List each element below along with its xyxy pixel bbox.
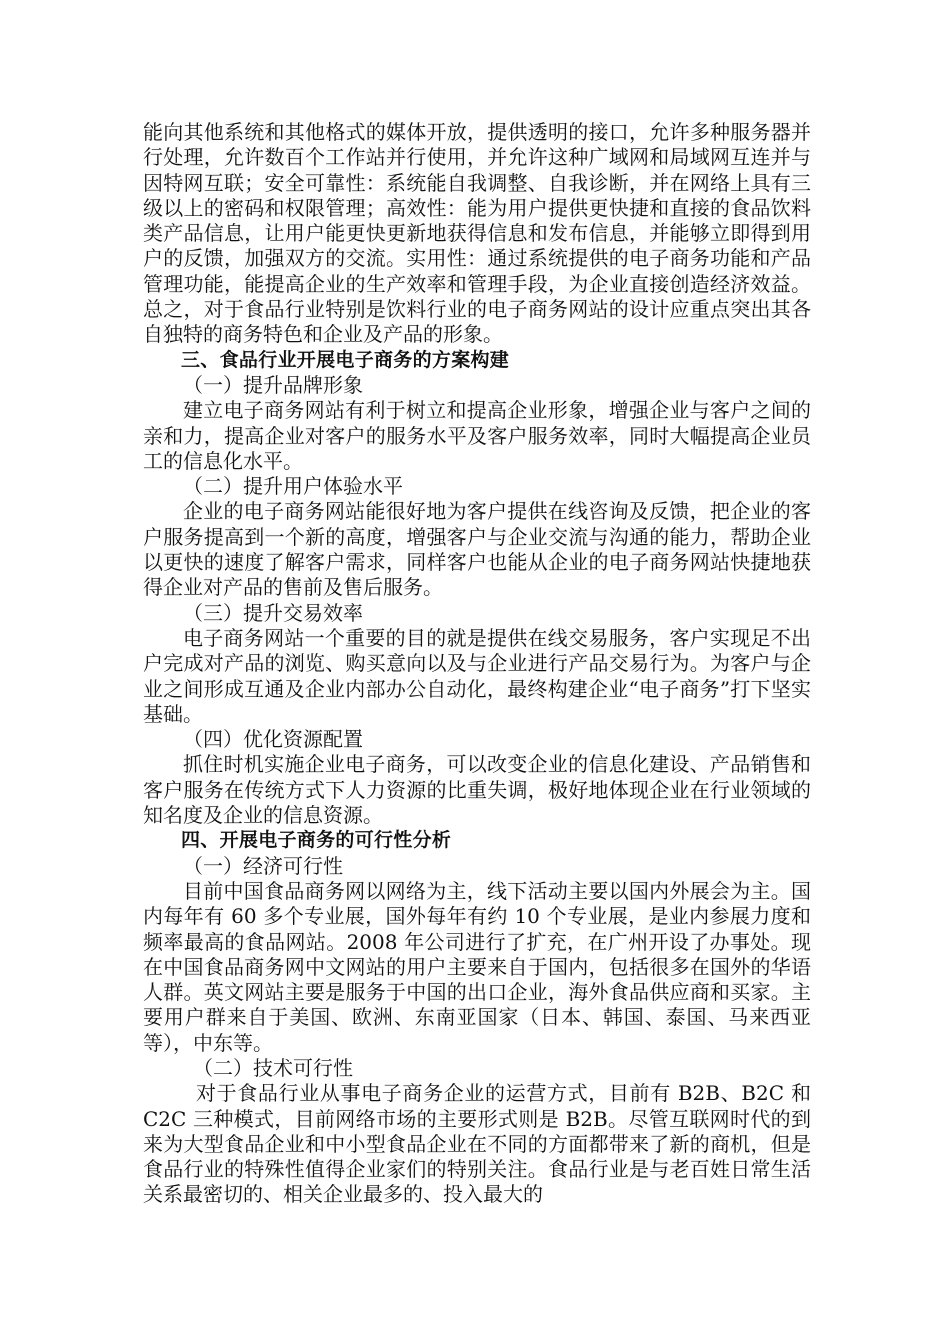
subsection-heading-3-1: （一）提升品牌形象: [183, 372, 363, 397]
paragraph-3-2: 企业的电子商务网站能很好地为客户提供在线咨询及反馈，把企业的客户服务提高到一个新的高度，增强客户与企业交流与沟通的能力，帮助企业以更快的速度了解客户需求，同样客户也能从企业的电子商务网站快捷地获得企业对产品的售前及售后服务。: [143, 499, 811, 600]
paragraph-3-1: 建立电子商务网站有利于树立和提高企业形象，增强企业与客户之间的亲和力，提高企业对客户的服务水平及客户服务效率，同时大幅提高企业员工的信息化水平。: [143, 398, 811, 473]
document-page: [143, 120, 811, 1208]
paragraph-4-2: 对于食品行业从事电子商务企业的运营方式，目前有 B2B、B2C 和 C2C 三种模式，目前网络市场的主要形式则是 B2B。尽管互联网时代的到来为大型食品企业和中小型食品企业在不同的方面都带来了新的商机，但是食品行业的特殊性值得企业家们的特别关注。食品行业是与老百姓日常生活关系最密切的、相关企业最多的、投入最大的: [143, 1081, 811, 1207]
paragraph-3-4: 抓住时机实施企业电子商务，可以改变企业的信息化建设、产品销售和客户服务在传统方式下人力资源的比重失调，极好地体现企业在行业领域的知名度及企业的信息资源。: [143, 752, 811, 828]
section-heading-4: 四、开展电子商务的可行性分析: [181, 829, 452, 852]
subsection-heading-3-3: （三）提升交易效率: [183, 600, 363, 625]
paragraph-4-1: 目前中国食品商务网以网络为主，线下活动主要以国内外展会为主。国内每年有 60 多个专业展，国外每年有约 10 个专业展，是业内参展力度和频率最高的食品网站。2008 年公司进行了扩充，在广州开设了办事处。现在中国食品商务网中文网站的用户主要来自于国内，包括很多在国外的华语人群。英文网站主要是服务于中国的出口企业，海外食品供应商和买家。主要用户群来自于美国、欧洲、东南亚国家（日本、韩国、泰国、马来西亚等），中东等。: [143, 878, 811, 1055]
subsection-heading-3-2: （二）提升用户体验水平: [183, 474, 403, 499]
subsection-heading-4-1: （一）经济可行性: [183, 853, 343, 878]
section-heading-3: 三、食品行业开展电子商务的方案构建: [181, 348, 510, 371]
paragraph-3-3: 电子商务网站一个重要的目的就是提供在线交易服务，客户实现足不出户完成对产品的浏览、购买意向以及与企业进行产品交易行为。为客户与企业之间形成互通及企业内部办公自动化，最终构建企业“电子商务”打下坚实基础。: [143, 625, 811, 726]
subsection-heading-3-4: （四）优化资源配置: [183, 727, 363, 752]
subsection-heading-4-2: （二）技术可行性: [193, 1055, 353, 1080]
intro-paragraph: 能向其他系统和其他格式的媒体开放，提供透明的接口，允许多种服务器并行处理，允许数百个工作站并行使用，并允许这种广域网和局域网互连并与因特网互联；安全可靠性：系统能自我调整、自我诊断，并在网络上具有三级以上的密码和权限管理；高效性：能为用户提供更快捷和直接的食品饮料类产品信息，让用户能更快更新地获得信息和发布信息，并能够立即得到用户的反馈，加强双方的交流。实用性：通过系统提供的电子商务功能和产品管理功能，能提高企业的生产效率和管理手段，为企业直接创造经济效益。总之，对于食品行业特别是饮料行业的电子商务网站的设计应重点突出其各自独特的商务特色和企业及产品的形象。: [143, 120, 811, 347]
